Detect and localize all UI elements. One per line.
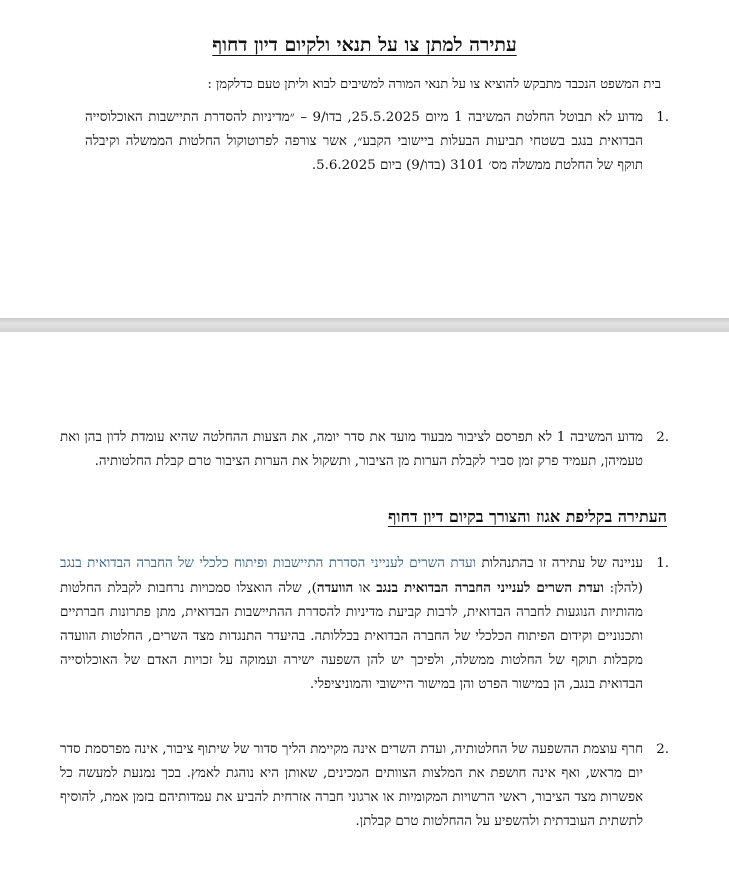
- section-heading: העתירה בקליפת אגוז והצורך בקיום דיון דחוף: [388, 507, 667, 526]
- item-number: 2.: [656, 430, 669, 445]
- nutshell-item-2: חרף עוצמת ההשפעה של החלטותיה, ועדת השרים אינה מקיימת הליך סדור של שיתוף ציבור, אינה מפרסמת סדר יום מראש, ואף אינה חושפת את המלצות הצוותים המכינים, שאותן היא נוהגת לאמץ. בכך נמנעת למעשה כל אפשרות מצד הציבור, ראשי הרשויות המקומיות או ארגוני חברה אזרחית להביע את עמדותיהם בזמן אמת, להוסיף לתשתית העובדתית ולהשפיע על ההחלטות טרם קבלתן.: [60, 742, 643, 829]
- petition-item-1: מדוע לא תבוטל החלטת המשיבה 1 מיום 25.5.2025, בדו/9 – ״מדיניות להסדרת התיישבות האוכלוסייה הבדואית בנגב בשטחי תביעות הבעלות ביישובי הקבע״, אשר צורפה לפרוטוקול החלטות הממשלה וקיבלה תוקף של החלטת ממשלה מס׳ 3101 (בדו/9) ביום 5.6.2025.: [85, 110, 643, 173]
- intro-paragraph: בית המשפט הנכבד מתבקש להוציא צו על תנאי המורה למשיבים לבוא וליתן טעם כדלקמן :: [207, 77, 661, 92]
- text-segment: ), שלה הואצלו סמכויות נרחבות לקבלת החלטות מהותיות הנוגעות לחברה הבדואית, לרבות קביעת מדיניות להסדרת ההתיישבות הבדואית, מתן פתרונות חברתיים ותכנוניים וקידום הפיתוח הכלכלי של החברה הבדואית בכללותה. בהיעדר התנגדות מצד השרים, החלטות הוועדה מקבלות תוקף של החלטות ממשלה, ולפיכך יש להן השפעה ישירה ועמוקה על זכויות האדם של האוכלוסייה הבדואית בנגב, הן במישור הפרט והן במישור היישובי והמוניציפלי.: [60, 581, 643, 692]
- petition-item-2: מדוע המשיבה 1 לא תפרסם לציבור מבעוד מועד את סדר יומה, את הצעות ההחלטה שהיא עומדת לדון בהן ואת טעמיהן, תעמיד פרק זמן סביר לקבלת הערות מן הציבור, ותשקול את הערות הציבור טרם קבלת החלטותיה.: [60, 430, 643, 469]
- item-number: 1.: [656, 110, 669, 125]
- defined-term: ועדת השרים לענייני החברה הבדואית בנגב: [376, 580, 604, 596]
- item-number: 2.: [656, 742, 669, 757]
- committee-full-name: ועדת השרים לענייני הסדרת התיישבות ופיתוח כלכלי של החברה הבדואית בנגב: [60, 556, 476, 571]
- document-title: עתירה למתן צו על תנאי ולקיום דיון דחוף: [212, 34, 517, 56]
- text-segment: או: [353, 581, 377, 596]
- nutshell-item-1: [60, 552, 643, 697]
- item-number: 1.: [656, 556, 669, 571]
- page-separator: [0, 318, 729, 332]
- text-segment: (להלן:: [603, 581, 643, 596]
- text-segment: עניינה של עתירה זו בהתנהלות: [475, 556, 643, 571]
- defined-term: הוועדה: [316, 580, 354, 596]
